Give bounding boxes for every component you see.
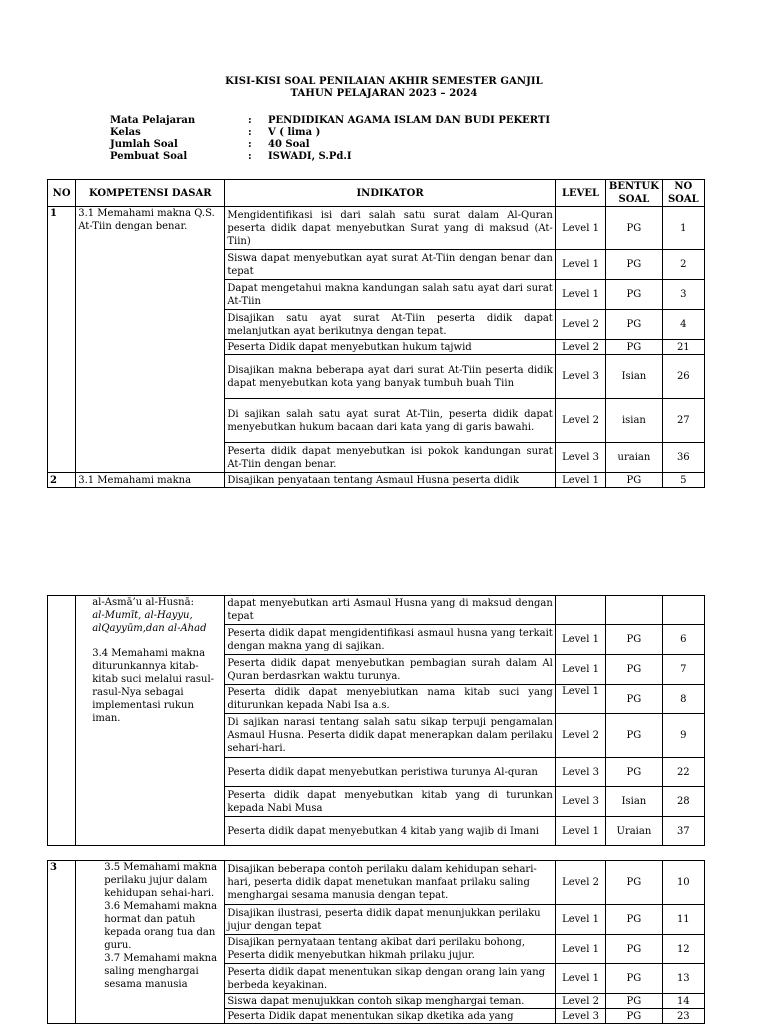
- bentuk-cell: [606, 596, 662, 625]
- meta-value: V ( lima ): [268, 127, 321, 138]
- kisi-table-page2: [47, 595, 705, 846]
- meta-row: [110, 139, 550, 151]
- no-soal-cell: 12: [662, 935, 704, 964]
- meta-row: [110, 127, 550, 139]
- level-cell: Level 1: [555, 935, 605, 964]
- bentuk-cell: PG: [606, 714, 662, 758]
- kompetensi-3-5: 3.5 Memahami makna perilaku jujur dalam kehidupan sehai-hari.: [104, 862, 218, 899]
- indikator-cell: Di sajikan salah satu ayat surat At-Tiin, peserta didik dapat menyebutkan hukum bacaan dari kata yang di garis bawahi.: [225, 399, 556, 443]
- bentuk-cell: Uraian: [606, 817, 662, 846]
- col-header-bentuk: BENTUK SOAL: [606, 180, 662, 207]
- level-cell: Level 1: [555, 473, 605, 488]
- kompetensi-3-7: 3.7 Memahami makna saling menghargai sesama manusia: [104, 953, 218, 990]
- kisi-table-page3: [47, 860, 705, 1024]
- level-cell: Level 1: [555, 964, 605, 994]
- bentuk-cell: PG: [606, 935, 662, 964]
- no-soal-cell: 23: [662, 1009, 704, 1024]
- row-number: 1: [48, 207, 76, 473]
- no-soal-cell: 21: [662, 340, 704, 355]
- no-soal-cell: 5: [662, 473, 704, 488]
- indikator-cell: Siswa dapat menujukkan contoh sikap menghargai teman.: [225, 994, 556, 1009]
- meta-value: ISWADI, S.Pd.I: [268, 151, 352, 162]
- bentuk-cell: isian: [606, 399, 662, 443]
- kompetensi-cell: [76, 596, 225, 846]
- indikator-cell: Peserta didik dapat menyebutkan 4 kitab yang wajib di Imani: [225, 817, 556, 846]
- meta-colon: :: [248, 139, 252, 150]
- meta-key: Jumlah Soal: [110, 139, 178, 150]
- no-soal-cell: 37: [662, 817, 704, 846]
- no-soal-cell: 27: [662, 399, 704, 443]
- no-soal-cell: 13: [662, 964, 704, 994]
- table-row: [48, 207, 705, 250]
- bentuk-cell: PG: [606, 340, 662, 355]
- level-cell: Level 3: [555, 758, 605, 787]
- level-cell: Level 3: [555, 1009, 605, 1024]
- level-cell: Level 1: [555, 905, 605, 935]
- indikator-cell: Disajikan makna beberapa ayat dari surat At-Tiin peserta didik dapat menyebutkan kota yang banyak tumbuh buah Tiin: [225, 355, 556, 399]
- bentuk-cell: PG: [606, 473, 662, 488]
- bentuk-cell: PG: [606, 207, 662, 250]
- no-soal-cell: 22: [662, 758, 704, 787]
- level-cell: [555, 596, 605, 625]
- bentuk-cell: PG: [606, 861, 662, 905]
- kompetensi-asmaul-names: al-Mumīt, al-Hayyu, alQayyūm,dan al-Ahad: [92, 610, 207, 634]
- kompetensi-3-6: 3.6 Memahami makna hormat dan patuh kepada orang tua dan guru.: [104, 901, 218, 951]
- indikator-cell: Disajikan ilustrasi, peserta didik dapat menunjukkan perilaku jujur dengan tepat: [225, 905, 556, 935]
- indikator-cell: Peserta didik dapat menyebutkan pembagian surah dalam Al Quran berdasrkan waktu turunya.: [225, 655, 556, 685]
- no-soal-cell: 9: [662, 714, 704, 758]
- kisi-table-page1: [47, 179, 705, 488]
- no-soal-cell: 28: [662, 787, 704, 817]
- kompetensi-3-4: 3.4 Memahami makna diturunkannya kitab-kitab suci melalui rasul-rasul-Nya sebagai implementasi rukun iman.: [92, 648, 215, 724]
- no-soal-cell: 11: [662, 905, 704, 935]
- level-cell: Level 1: [555, 685, 605, 714]
- kompetensi-asmaul-husna: al-Asmā’u al-Husnā:: [92, 597, 194, 608]
- document-title: KISI-KISI SOAL PENILAIAN AKHIR SEMESTER GANJIL: [225, 76, 543, 87]
- meta-info: [110, 115, 550, 163]
- col-header-no-soal: NO SOAL: [662, 180, 704, 207]
- col-header-indikator: INDIKATOR: [225, 180, 556, 207]
- level-cell: Level 1: [555, 655, 605, 685]
- indikator-cell: Peserta didik dapat mengidentifikasi asmaul husna yang terkait dengan makna yang di sajikan.: [225, 625, 556, 655]
- bentuk-cell: PG: [606, 994, 662, 1009]
- meta-row: [110, 115, 550, 127]
- meta-key: Mata Pelajaran: [110, 115, 196, 126]
- level-cell: Level 1: [555, 250, 605, 280]
- indikator-cell: Peserta didik dapat menyebiutkan nama kitab suci yang diturunkan kepada Nabi Isa a.s.: [225, 685, 556, 714]
- meta-key: Kelas: [110, 127, 141, 138]
- kompetensi-cell: [76, 861, 225, 1024]
- no-soal-cell: 1: [662, 207, 704, 250]
- level-cell: Level 1: [555, 625, 605, 655]
- col-header-no: NO: [48, 180, 76, 207]
- indikator-cell: Disajikan satu ayat surat At-Tiin peserta didik dapat melanjutkan ayat berikutnya dengan tepat.: [225, 310, 556, 340]
- no-soal-cell: 14: [662, 994, 704, 1009]
- bentuk-cell: PG: [606, 625, 662, 655]
- indikator-cell: dapat menyebutkan arti Asmaul Husna yang di maksud dengan tepat: [225, 596, 556, 625]
- bentuk-cell: PG: [606, 905, 662, 935]
- indikator-cell: Di sajikan narasi tentang salah satu sikap terpuji pengamalan Asmaul Husna. Peserta didik dapat menerapkan dalam perilaku sehari-hari.: [225, 714, 556, 758]
- meta-value: 40 Soal: [268, 139, 310, 150]
- indikator-cell: Peserta didik dapat menyebutkan isi pokok kandungan surat At-Tiin dengan benar.: [225, 443, 556, 473]
- table-row: [48, 473, 705, 488]
- bentuk-cell: PG: [606, 250, 662, 280]
- no-soal-cell: 36: [662, 443, 704, 473]
- no-soal-cell: [662, 596, 704, 625]
- level-cell: Level 2: [555, 310, 605, 340]
- level-cell: Level 2: [555, 340, 605, 355]
- no-soal-cell: 7: [662, 655, 704, 685]
- level-cell: Level 2: [555, 714, 605, 758]
- level-cell: Level 2: [555, 994, 605, 1009]
- level-cell: Level 3: [555, 443, 605, 473]
- level-cell: Level 2: [555, 861, 605, 905]
- level-cell: Level 1: [555, 207, 605, 250]
- no-soal-cell: 26: [662, 355, 704, 399]
- bentuk-cell: PG: [606, 758, 662, 787]
- document-subtitle: TAHUN PELAJARAN 2023 – 2024: [290, 88, 478, 99]
- bentuk-cell: uraian: [606, 443, 662, 473]
- meta-colon: :: [248, 127, 252, 138]
- bentuk-cell: Isian: [606, 355, 662, 399]
- meta-row: [110, 151, 550, 163]
- table-row: [48, 596, 705, 625]
- bentuk-cell: PG: [606, 964, 662, 994]
- row-number: 3: [48, 861, 76, 1024]
- kompetensi-cell: 3.1 Memahami makna: [76, 473, 225, 488]
- no-soal-cell: 6: [662, 625, 704, 655]
- row-number: [48, 596, 76, 846]
- no-soal-cell: 8: [662, 685, 704, 714]
- indikator-cell: Disajikan pernyataan tentang akibat dari perilaku bohong, Peserta didik menyebutkan hikmah prilaku jujur.: [225, 935, 556, 964]
- indikator-cell: Disajikan penyataan tentang Asmaul Husna peserta didik: [225, 473, 556, 488]
- bentuk-cell: PG: [606, 310, 662, 340]
- table-row: [48, 861, 705, 905]
- bentuk-cell: PG: [606, 1009, 662, 1024]
- level-cell: Level 3: [555, 355, 605, 399]
- kompetensi-cell: 3.1 Memahami makna Q.S. At-Tiin dengan benar.: [76, 207, 225, 473]
- level-cell: Level 2: [555, 399, 605, 443]
- indikator-cell: Peserta Didik dapat menyebutkan hukum tajwid: [225, 340, 556, 355]
- col-header-kompetensi: KOMPETENSI DASAR: [76, 180, 225, 207]
- indikator-cell: Siswa dapat menyebutkan ayat surat At-Tiin dengan benar dan tepat: [225, 250, 556, 280]
- indikator-cell: Peserta didik dapat menyebutkan kitab yang di turunkan kepada Nabi Musa: [225, 787, 556, 817]
- indikator-cell: Peserta Didik dapat menentukan sikap dketika ada yang: [225, 1009, 556, 1024]
- bentuk-cell: PG: [606, 685, 662, 714]
- indikator-cell: Mengidentifikasi isi dari salah satu surat dalam Al-Quran peserta didik dapat menyebutkan Surat yang di maksud (At-Tiin): [225, 207, 556, 250]
- col-header-level: LEVEL: [555, 180, 605, 207]
- meta-colon: :: [248, 151, 252, 162]
- level-cell: Level 1: [555, 280, 605, 310]
- bentuk-cell: PG: [606, 655, 662, 685]
- no-soal-cell: 10: [662, 861, 704, 905]
- meta-colon: :: [248, 115, 252, 126]
- no-soal-cell: 3: [662, 280, 704, 310]
- indikator-cell: Dapat mengetahui makna kandungan salah satu ayat dari surat At-Tiin: [225, 280, 556, 310]
- bentuk-cell: Isian: [606, 787, 662, 817]
- level-cell: Level 3: [555, 787, 605, 817]
- meta-value: PENDIDIKAN AGAMA ISLAM DAN BUDI PEKERTI: [268, 115, 551, 126]
- no-soal-cell: 2: [662, 250, 704, 280]
- indikator-cell: Peserta didik dapat menentukan sikap dengan orang lain yang berbeda keyakinan.: [225, 964, 556, 994]
- table-header-row: [48, 180, 705, 207]
- bentuk-cell: PG: [606, 280, 662, 310]
- meta-key: Pembuat Soal: [110, 151, 188, 162]
- row-number: 2: [48, 473, 76, 488]
- no-soal-cell: 4: [662, 310, 704, 340]
- level-cell: Level 1: [555, 817, 605, 846]
- indikator-cell: Disajikan beberapa contoh perilaku dalam kehidupan sehari-hari, peserta didik dapat menetukan manfaat prilaku saling menghargai sesama manusia dengan tepat.: [225, 861, 556, 905]
- indikator-cell: Peserta didik dapat menyebutkan peristiwa turunya Al-quran: [225, 758, 556, 787]
